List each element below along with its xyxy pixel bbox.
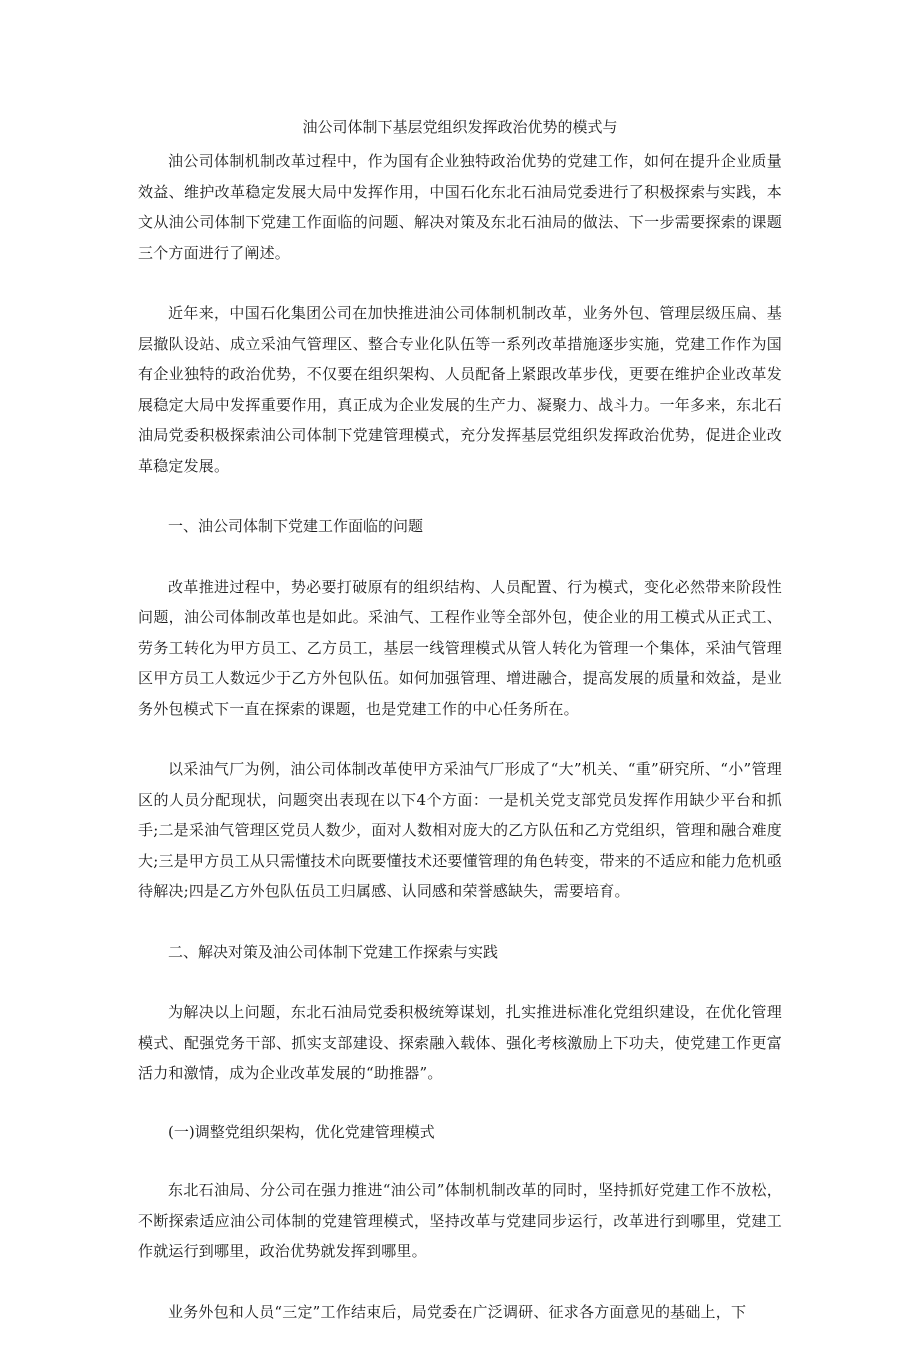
paragraph-background: 近年来，中国石化集团公司在加快推进油公司体制机制改革，业务外包、管理层级压扁、基层撤队设站、成立采油气管理区、整合专业化队伍等一系列改革措施逐步实施，党建工作作为国有企业独特的政治优势，不仅要在组织架构、人员配备上紧跟改革步伐，更要在维护企业改革发展稳定大局中发挥重要作用，真正成为企业发展的生产力、凝聚力、战斗力。一年多来，东北石油局党委积极探索油公司体制下党建管理模式，充分发挥基层党组织发挥政治优势，促进企业改革稳定发展。 (138, 304, 782, 475)
paragraph-intro: 油公司体制机制改革过程中，作为国有企业独特政治优势的党建工作，如何在提升企业质量效益、维护改革稳定发展大局中发挥作用，中国石化东北石油局党委进行了积极探索与实践，本文从油公司体制下党建工作面临的问题、解决对策及东北石油局的做法、下一步需要探索的课题三个方面进行了阐述。 (138, 152, 782, 262)
paragraph-problems: 改革推进过程中，势必要打破原有的组织结构、人员配置、行为模式，变化必然带来阶段性问题，油公司体制改革也是如此。采油气、工程作业等全部外包，使企业的用工模式从正式工、劳务工转化为甲方员工、乙方员工，基层一线管理模式从管人转化为管理一个集体，采油气管理区甲方员工人数远少于乙方外包队伍。如何加强管理、增进融合，提高发展的质量和效益，是业务外包模式下一直在探索的课题，也是党建工作的中心任务所在。 (138, 577, 782, 718)
section-heading-1: 一、油公司体制下党建工作面临的问题 (168, 517, 424, 535)
subsection-heading-1: (一)调整党组织架构，优化党建管理模式 (168, 1122, 435, 1141)
paragraph-example: 以采油气厂为例，油公司体制改革使甲方采油气厂形成了“大”机关、“重”研究所、“小”管理区的人员分配现状，问题突出表现在以下4个方面：一是机关党支部党员发挥作用缺少平台和抓手;二是采油气管理区党员人数少，面对人数相对庞大的乙方队伍和乙方党组织，管理和融合难度大;三是甲方员工从只需懂技术向既要懂技术还要懂管理的角色转变，带来的不适应和能力危机亟待解决;四是乙方外包队伍员工归属感、认同感和荣誉感缺失，需要培育。 (138, 760, 782, 900)
paragraph-solutions: 为解决以上问题，东北石油局党委积极统筹谋划，扎实推进标准化党组织建设，在优化管理模式、配强党务干部、抓实支部建设、探索融入载体、强化考核激励上下功夫，使党建工作更富活力和激情，成为企业改革发展的“助推器”。 (138, 1003, 782, 1082)
paragraph-continuation: 业务外包和人员“三定”工作结束后，局党委在广泛调研、征求各方面意见的基础上，下 (168, 1302, 747, 1321)
paragraph-structure: 东北石油局、分公司在强力推进“油公司”体制机制改革的同时，坚持抓好党建工作不放松，不断探索适应油公司体制的党建管理模式，坚持改革与党建同步运行，改革进行到哪里，党建工作就运行到哪里，政治优势就发挥到哪里。 (138, 1181, 782, 1260)
document-title: 油公司体制下基层党组织发挥政治优势的模式与 (302, 118, 618, 136)
section-heading-2: 二、解决对策及油公司体制下党建工作探索与实践 (168, 942, 499, 961)
document-body (138, 112, 782, 1357)
